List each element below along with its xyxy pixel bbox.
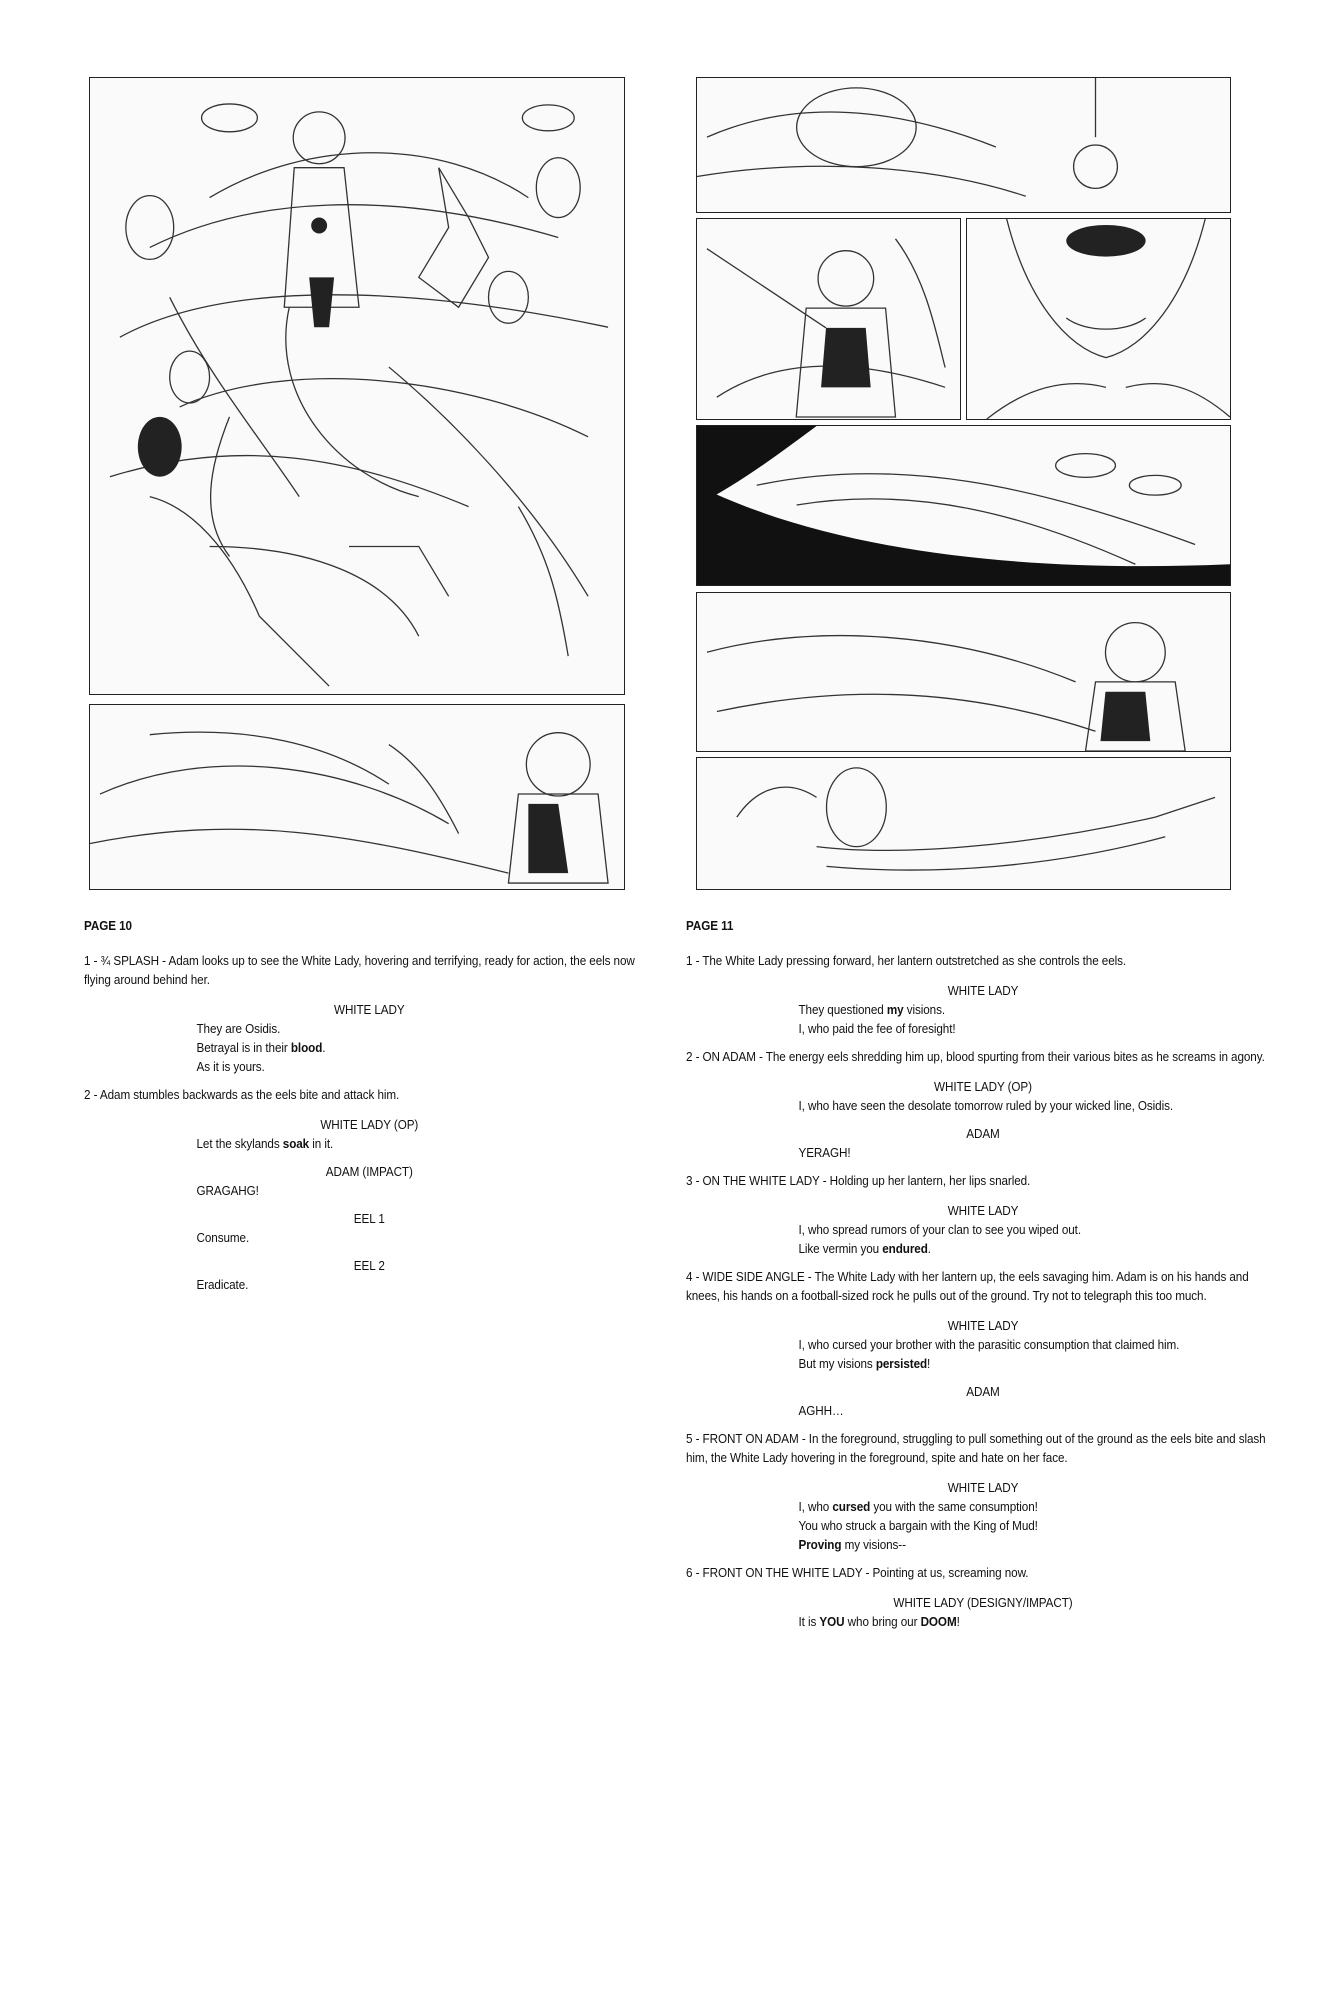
page11-panel-3	[966, 218, 1231, 420]
dialogue-line: They questioned my visions.	[798, 1002, 946, 1017]
speaker-name: WHITE LADY	[333, 1002, 405, 1017]
panel-4-line-art	[697, 426, 1230, 585]
dialogue-line: I, who have seen the desolate tomorrow ruled by your wicked line, Osidis.	[798, 1098, 1174, 1113]
page11-panel-5	[696, 592, 1231, 752]
page10-panel2-dialogue-4	[84, 1256, 655, 1294]
page10-panel1-description: 1 - ¾ SPLASH - Adam looks up to see the White Lady, hovering and terrifying, ready for action, the eels now flying around behind her.	[84, 953, 635, 987]
page11-panel5-dialogue	[686, 1478, 1280, 1554]
page11-panel3-description: 3 - ON THE WHITE LADY - Holding up her lantern, her lips snarled.	[686, 1173, 1031, 1188]
page11-panel5-description: 5 - FRONT ON ADAM - In the foreground, struggling to pull something out of the ground as the eels bite and slash him, the White Lady hovering in the foreground, spite and hate on her face.	[686, 1431, 1266, 1465]
speaker-name: ADAM (IMPACT)	[325, 1164, 413, 1179]
page10-heading: PAGE 10	[84, 918, 132, 933]
dialogue-line: But my visions persisted!	[798, 1356, 931, 1371]
speaker-name: WHITE LADY	[947, 1318, 1019, 1333]
page11-panel4-dialogue-1	[686, 1316, 1280, 1373]
page10-panel2-dialogue-1	[84, 1115, 655, 1153]
page10-splash-panel	[89, 77, 625, 695]
dialogue-line: Consume.	[196, 1230, 250, 1245]
page11-heading: PAGE 11	[686, 918, 734, 933]
page11-panel6-dialogue	[686, 1593, 1280, 1631]
dialogue-line: Eradicate.	[196, 1277, 249, 1292]
panel-1-line-art	[697, 78, 1230, 212]
splash-line-art	[90, 78, 624, 694]
page11-panel2-dialogue-1	[686, 1077, 1280, 1115]
dialogue-line: I, who cursed your brother with the parasitic consumption that claimed him.	[798, 1337, 1180, 1352]
page10-panel1-dialogue	[84, 1000, 655, 1076]
speaker-name: ADAM	[966, 1384, 1000, 1399]
page10-panel2-dialogue-2	[84, 1162, 655, 1200]
page11-panel3-dialogue	[686, 1201, 1280, 1258]
speaker-name: ADAM	[966, 1126, 1000, 1141]
panel-2-line-art	[697, 219, 960, 419]
dialogue-line: They are Osidis.	[196, 1021, 281, 1036]
dialogue-line: I, who cursed you with the same consumption!	[798, 1499, 1038, 1514]
speaker-name: WHITE LADY (DESIGNY/IMPACT)	[893, 1595, 1073, 1610]
page11-panel4-description: 4 - WIDE SIDE ANGLE - The White Lady with her lantern up, the eels savaging him. Adam is on his hands and knees, his hands on a football-sized rock he pulls out of the ground. Try not to telegraph this too much.	[686, 1269, 1249, 1303]
page11-panel2-dialogue-2	[686, 1124, 1280, 1162]
speaker-name: WHITE LADY (OP)	[934, 1079, 1032, 1094]
panel-6-line-art	[697, 758, 1230, 889]
dialogue-line: YERAGH!	[798, 1145, 851, 1160]
dialogue-line: GRAGAHG!	[196, 1183, 259, 1198]
page11-panel1-description: 1 - The White Lady pressing forward, her lantern outstretched as she controls the eels.	[686, 953, 1127, 968]
dialogue-line: Let the skylands soak in it.	[196, 1136, 334, 1151]
speaker-name: EEL 2	[353, 1258, 385, 1273]
page11-panel1-dialogue	[686, 981, 1280, 1038]
dialogue-line: AGHH…	[798, 1403, 844, 1418]
speaker-name: WHITE LADY (OP)	[320, 1117, 419, 1132]
dialogue-line: You who struck a bargain with the King of Mud!	[798, 1518, 1038, 1533]
panel-5-line-art	[697, 593, 1230, 751]
page11-panel-2	[696, 218, 961, 420]
page11-script	[686, 916, 1280, 1640]
page11-panel4-dialogue-2	[686, 1382, 1280, 1420]
page11-panel-6	[696, 757, 1231, 890]
speaker-name: WHITE LADY	[947, 1480, 1019, 1495]
speaker-name: WHITE LADY	[947, 1203, 1019, 1218]
dialogue-line: Betrayal is in their blood.	[196, 1040, 326, 1055]
dialogue-line: As it is yours.	[196, 1059, 265, 1074]
dialogue-line: Proving my visions--	[798, 1537, 906, 1552]
page11-panel-1	[696, 77, 1231, 213]
page10-panel2-description: 2 - Adam stumbles backwards as the eels bite and attack him.	[84, 1087, 400, 1102]
page11-panel-4	[696, 425, 1231, 586]
page10-script	[84, 916, 655, 1303]
dialogue-line: It is YOU who bring our DOOM!	[798, 1614, 960, 1629]
panel-3-line-art	[967, 219, 1230, 419]
page11-panel6-description: 6 - FRONT ON THE WHITE LADY - Pointing at us, screaming now.	[686, 1565, 1029, 1580]
page11-panel2-description: 2 - ON ADAM - The energy eels shredding him up, blood spurting from their various bites as he screams in agony.	[686, 1049, 1265, 1064]
speaker-name: WHITE LADY	[947, 983, 1019, 998]
speaker-name: EEL 1	[353, 1211, 385, 1226]
dialogue-line: I, who paid the fee of foresight!	[798, 1021, 956, 1036]
bottom-panel-line-art	[90, 705, 624, 889]
dialogue-line: Like vermin you endured.	[798, 1241, 931, 1256]
page10-panel2-dialogue-3	[84, 1209, 655, 1247]
page10-bottom-panel	[89, 704, 625, 890]
dialogue-line: I, who spread rumors of your clan to see you wiped out.	[798, 1222, 1082, 1237]
